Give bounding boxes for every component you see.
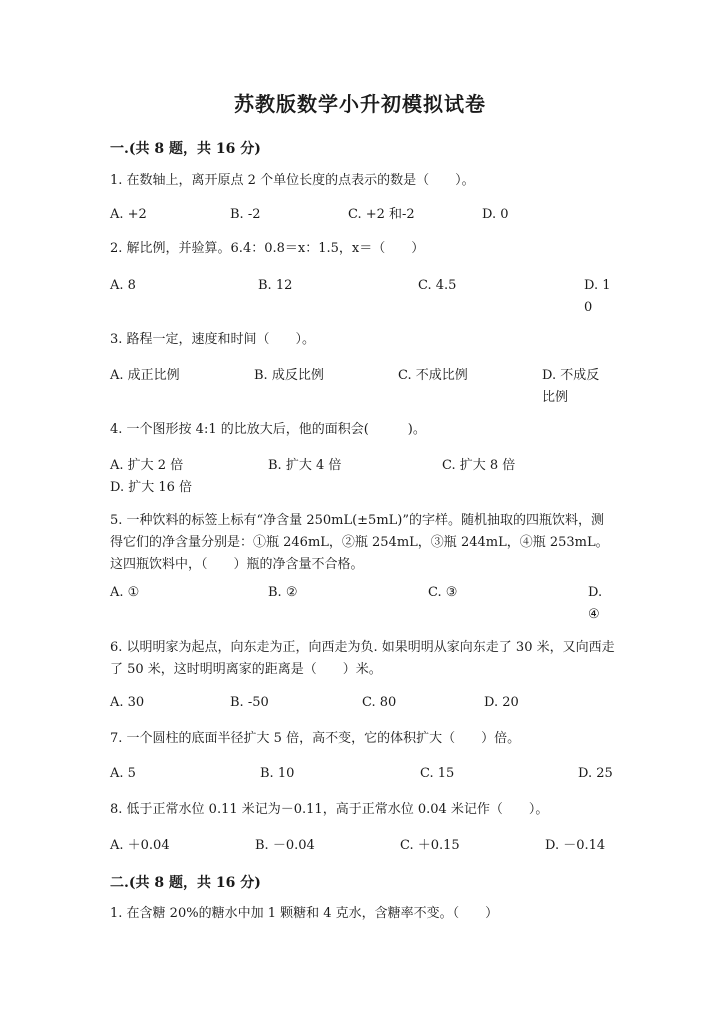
question-4-options bbox=[110, 455, 615, 499]
section-1-heading: 一.(共 8 题，共 16 分) bbox=[110, 141, 261, 157]
option-a[interactable]: A. +2 bbox=[110, 207, 147, 222]
page-title: 苏教版数学小升初模拟试卷 bbox=[234, 92, 486, 116]
question-5: 5. 一种饮料的标签上标有“净含量 250mL(±5mL)”的字样。随机抽取的四瓶饮料，测得它们的净含量分别是：①瓶 246mL，②瓶 254mL，③瓶 244mL，④瓶 253mL。这四瓶饮料中，（ ）瓶的净含量不合格。 bbox=[110, 513, 609, 572]
option-a[interactable]: A. 30 bbox=[110, 695, 145, 710]
option-b[interactable]: B. 12 bbox=[258, 278, 293, 293]
option-b[interactable]: B. ② bbox=[268, 585, 298, 600]
option-b[interactable]: B. 10 bbox=[260, 766, 295, 781]
option-a[interactable]: A. ＋0.04 bbox=[110, 838, 170, 853]
question-6: 6. 以明明家为起点，向东走为正，向西走为负. 如果明明从家向东走了 30 米，又向西走了 50 米，这时明明离家的距离是（ ）米。 bbox=[110, 640, 615, 677]
question-1-options bbox=[110, 204, 615, 226]
option-c[interactable]: C. 4.5 bbox=[418, 278, 457, 293]
option-c[interactable]: C. +2 和-2 bbox=[348, 207, 415, 222]
question-7-options bbox=[110, 763, 615, 785]
option-d[interactable]: D. 25 bbox=[578, 766, 613, 781]
option-c[interactable]: C. 80 bbox=[362, 695, 397, 710]
option-a[interactable]: A. 5 bbox=[110, 766, 136, 781]
option-a[interactable]: A. 扩大 2 倍 bbox=[110, 458, 184, 473]
option-b[interactable]: B. 成反比例 bbox=[254, 368, 324, 383]
question-8: 8. 低于正常水位 0.11 米记为－0.11，高于正常水位 0.04 米记作（ ）。 bbox=[110, 802, 549, 817]
option-b[interactable]: B. 扩大 4 倍 bbox=[268, 458, 342, 473]
option-d[interactable]: D. 不成反比例 bbox=[542, 368, 600, 405]
question-3: 3. 路程一定，速度和时间（ ）。 bbox=[110, 332, 316, 347]
question-8-options bbox=[110, 835, 615, 857]
question-3-options bbox=[110, 365, 615, 409]
option-d[interactable]: D. 0 bbox=[482, 207, 509, 222]
option-d[interactable]: D. 20 bbox=[484, 695, 519, 710]
option-d[interactable]: D. －0.14 bbox=[545, 838, 606, 853]
option-c[interactable]: C. ③ bbox=[428, 585, 458, 600]
option-a[interactable]: A. 8 bbox=[110, 278, 136, 293]
question-2: 2. 解比例，并验算。6.4：0.8＝x：1.5，x＝（ ） bbox=[110, 241, 425, 256]
question-2-options bbox=[110, 275, 615, 319]
option-a[interactable]: A. 成正比例 bbox=[110, 368, 180, 383]
question-6-options bbox=[110, 692, 615, 714]
question-4: 4. 一个图形按 4:1 的比放大后，他的面积会( )。 bbox=[110, 422, 426, 437]
section-2-question-1: 1. 在含糖 20%的糖水中加 1 颗糖和 4 克水，含糖率不变。（ ） bbox=[110, 906, 499, 921]
option-d[interactable]: D. 10 bbox=[584, 278, 611, 315]
option-b[interactable]: B. -50 bbox=[230, 695, 269, 710]
option-c[interactable]: C. 15 bbox=[420, 766, 455, 781]
option-d[interactable]: D. 扩大 16 倍 bbox=[110, 480, 193, 495]
option-c[interactable]: C. 不成比例 bbox=[398, 368, 468, 383]
option-a[interactable]: A. ① bbox=[110, 585, 140, 600]
section-2-heading: 二.(共 8 题，共 16 分) bbox=[110, 875, 261, 891]
question-7: 7. 一个圆柱的底面半径扩大 5 倍，高不变，它的体积扩大（ ）倍。 bbox=[110, 731, 521, 746]
option-d[interactable]: D. ④ bbox=[588, 585, 603, 622]
option-b[interactable]: B. －0.04 bbox=[255, 838, 315, 853]
option-c[interactable]: C. 扩大 8 倍 bbox=[442, 458, 516, 473]
question-1: 1. 在数轴上，离开原点 2 个单位长度的点表示的数是（ ）。 bbox=[110, 173, 475, 188]
option-b[interactable]: B. -2 bbox=[230, 207, 261, 222]
question-5-options bbox=[110, 582, 615, 626]
option-c[interactable]: C. ＋0.15 bbox=[400, 838, 460, 853]
